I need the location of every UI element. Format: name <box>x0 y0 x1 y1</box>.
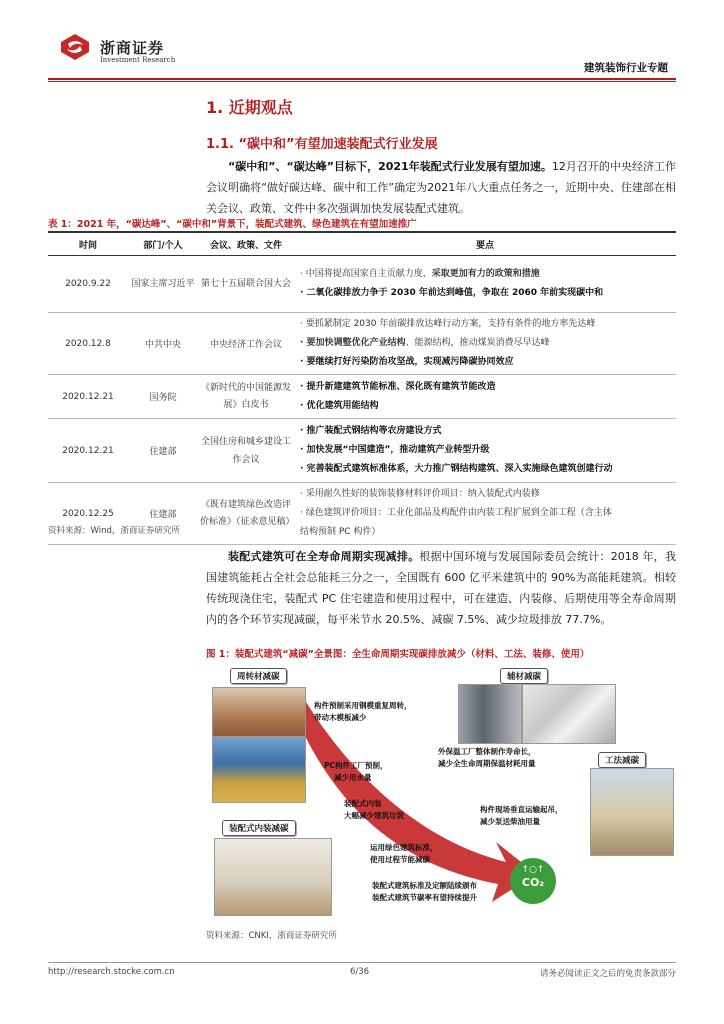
cell-doc: 第七十五届联合国大会 <box>198 256 294 313</box>
construction-site-photo <box>590 768 674 856</box>
point-bold: · 优化建筑用能结构 <box>300 400 379 411</box>
point-bold: · 提升新建建筑节能标准、深化既有建筑节能改造 <box>300 381 496 392</box>
col-header-points: 要点 <box>294 232 676 256</box>
point-text: 结构预制 PC 构件） <box>300 527 381 537</box>
cell-points <box>294 375 676 419</box>
col-header-doc: 会议、政策、文件 <box>198 232 294 256</box>
cell-dept: 国务院 <box>128 375 198 419</box>
figure-diagram <box>206 662 676 924</box>
intro-lead: “碳中和”、“碳达峰”目标下，2021年装配式行业发展有望加速。 <box>228 160 552 173</box>
policy-table <box>48 231 676 545</box>
co2-up-arrows: ↑○↑ <box>521 865 545 875</box>
company-name: 浙商证券 <box>100 39 165 57</box>
header-divider-thin <box>48 81 676 82</box>
point-text: · 采用耐久性好的装饰装修材料评价项目：纳入装配式内装修 <box>300 489 540 499</box>
footer-disclaimer: 请务必阅读正文之后的免责条款部分 <box>539 969 676 979</box>
point-bold: · 加快发展“中国建造”，推动建筑产业转型升级 <box>300 445 490 455</box>
point-bold: · 二氧化碳排放力争于 2030 年前达到峰值，争取在 2060 年前实现碳中和 <box>300 288 604 298</box>
cell-points <box>294 256 676 313</box>
co2-reduction-icon <box>510 858 556 904</box>
formwork-photo <box>212 687 306 737</box>
cell-date: 2020.9.22 <box>48 256 128 313</box>
cell-dept: 国家主席习近平 <box>128 256 198 313</box>
annotation-standards: 装配式建筑标准及定额陆续颁布 装配式建筑节碳率有望持续提升 <box>372 881 477 902</box>
annotation-insulation: 外保温工厂整体制作寿命长， 减少全生命周期保温材耗用量 <box>438 747 536 768</box>
cell-date: 2020.12.21 <box>48 375 128 419</box>
cell-dept: 住建部 <box>128 483 198 545</box>
section-heading: 1. 近期观点 <box>206 98 293 117</box>
point-text: · 要抓紧制定 2030 年前碳排放达峰行动方案，支持有条件的地方率先达峰 <box>300 319 596 329</box>
table-row <box>48 375 676 419</box>
footer-divider <box>48 962 676 963</box>
header-divider <box>48 78 676 80</box>
annotation-lifting: 构件现场垂直运输起吊， 减少泵送柴油用量 <box>480 805 563 826</box>
building-photo <box>458 684 522 744</box>
cell-doc: 中央经济工作会议 <box>198 313 294 375</box>
cell-date: 2020.12.25 <box>48 483 128 545</box>
body-paragraph <box>206 546 676 630</box>
cell-points <box>294 483 676 545</box>
para-lead: 装配式建筑可在全寿命周期实现减排。 <box>228 550 420 563</box>
cell-dept: 中共中央 <box>128 313 198 375</box>
intro-body: 12月召开的中央经济工作会议明确将“做好碳达峰、碳中和工作”确定为2021年八大重点任务之一，近期中央、住建部在相关会议、政策、文件中多次强调加快发展装配式建筑。 <box>206 160 676 215</box>
factory-photo <box>212 737 306 803</box>
table-caption: 表 1：2021 年，“碳达峰”、“碳中和”背景下，装配式建筑、绿色建筑在有望加速推广 <box>48 219 417 230</box>
point-bold: · 推广装配式钢结构等农房建设方式 <box>300 426 442 436</box>
table-header-row <box>48 232 676 256</box>
cell-date: 2020.12.21 <box>48 419 128 483</box>
interior-photo <box>214 838 332 916</box>
cell-points <box>294 313 676 375</box>
company-logo-icon <box>58 32 92 62</box>
subsection-heading: 1.1. “碳中和”有望加速装配式行业发展 <box>206 137 438 152</box>
tag-turnover: 周转材减碳 <box>230 668 287 684</box>
cell-date: 2020.12.8 <box>48 313 128 375</box>
insulation-photo <box>522 684 616 744</box>
point-text: · 绿色建筑评价项目：工业化部品及构配件由内装工程扩展到全部工程（含主体 <box>300 508 612 518</box>
point-text: · 中国将提高国家自主贡献力度， <box>300 269 432 279</box>
company-name-en: Investment Research <box>100 56 176 64</box>
point-tail: 、能源结构，推动煤炭消费尽早达峰 <box>405 338 550 348</box>
table-row <box>48 419 676 483</box>
cell-points <box>294 419 676 483</box>
annotation-water: PC构件工厂预制， 减少用水量 <box>324 761 388 782</box>
cell-doc: 《新时代的中国能源发展》白皮书 <box>198 375 294 419</box>
report-type: 建筑装饰行业专题 <box>584 62 668 74</box>
annotation-formwork: 构件预制采用钢模重复周转， 带动木模板减少 <box>314 701 412 722</box>
tag-interior: 装配式内装减碳 <box>222 820 296 836</box>
tag-auxiliary: 辅材减碳 <box>500 668 548 684</box>
cell-dept: 住建部 <box>128 419 198 483</box>
col-header-dept: 部门/个人 <box>128 232 198 256</box>
table-row <box>48 313 676 375</box>
para-body: 根据中国环境与发展国际委员会统计：2018 年，我国建筑能耗占全社会总能耗三分之一，全国既有 600 亿平米建筑中的 90%为高能耗建筑。相较传统现浇住宅，装配式 PC 住宅建造和使用过程中，可在建造、内装修、后期使用等全寿命周期内的各个环节实现减碳，每平米节水 20.5%、减碳 7.5%、减少垃圾排放 77.7%。 <box>206 550 676 626</box>
tag-method: 工法减碳 <box>598 752 646 768</box>
intro-paragraph <box>206 156 676 219</box>
point-bold: · 完善装配式建筑标准体系，大力推广钢结构建筑、深入实施绿色建筑创建行动 <box>300 464 613 474</box>
table-source: 资料来源：Wind，浙商证券研究所 <box>48 526 180 536</box>
figure-source: 资料来源：CNKI，浙商证券研究所 <box>206 931 337 941</box>
figure-caption: 图 1：装配式建筑“减碳”全景图：全生命周期实现碳排放减少（材料、工法、装修、使用） <box>206 649 590 660</box>
annotation-interior-waste: 装配式内装 大幅减少建筑垃圾 <box>344 799 404 820</box>
col-header-date: 时间 <box>48 232 128 256</box>
footer-url[interactable]: http://research.stocke.com.cn <box>48 967 175 977</box>
point-bold: · 要加快调整优化产业结构 <box>300 338 406 348</box>
point-bold: 采取更加有力的政策和措施 <box>431 269 540 279</box>
co2-label: CO₂ <box>521 876 545 889</box>
cell-doc: 《既有建筑绿色改造评价标准》（征求意见稿） <box>198 483 294 545</box>
table-row <box>48 256 676 313</box>
point-bold: · 要继续打好污染防治攻坚战，实现减污降碳协同效应 <box>300 357 514 367</box>
cell-doc: 全国住房和城乡建设工作会议 <box>198 419 294 483</box>
page-number: 6/36 <box>350 967 370 977</box>
annotation-green-standard: 运用绿色建筑标准， 使用过程节能减碳 <box>370 843 438 864</box>
